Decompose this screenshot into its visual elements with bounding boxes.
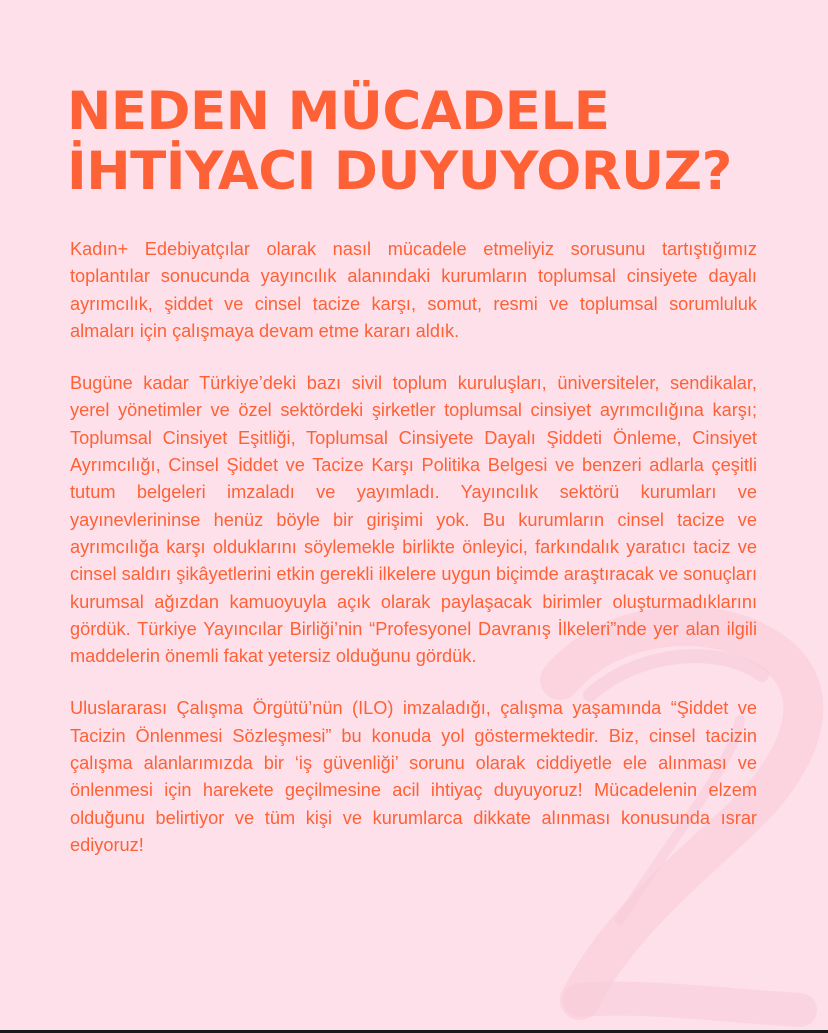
paragraph-intro: Kadın+ Edebiyatçılar olarak nasıl mücadele etmeliyiz sorusunu tartıştığımız toplantılar sonucunda yayıncılık alanındaki kurumların toplumsal cinsiyete dayalı ayrımcılık, şiddet ve cinsel tacize karşı, somut, resmi ve toplumsal sorumluluk almaları için çalışmaya devam etme kararı aldık. [70, 239, 757, 341]
paragraph-background: Bugüne kadar Türkiye’deki bazı sivil toplum kuruluşları, üniversiteler, sendikalar, yerel yönetimler ve özel sektördeki şirketler toplumsal cinsiyet ayrımcılığına karşı; Toplumsal Cinsiyet Eşitliği, Toplumsal Cinsiyete Dayalı Şiddeti Önleme, Cinsiyet Ayrımcılığı, Cinsel Şiddet ve Tacize Karşı Politika Belgesi ve benzeri adlarla çeşitli tutum belgeleri imzaladı ve yayımladı. Yayıncılık sektörü kurumları ve yayınevlerininse henüz böyle bir girişimi yok. Bu kurumların cinsel tacize ve ayrımcılığa karşı olduklarını söylemekle birlikte önleyici, farkındalık yaratıcı taciz ve cinsel saldırı şikâyetlerini etkin gerekli ilkelere uygun biçimde araştıracak ve sonuçları kurumsal ağızdan kamuoyuyla açık olarak paylaşacak birimler oluşturmadıklarını gördük. Türkiye Yayıncılar Birliği’nin “Profesyonel Davranış İlkeleri”nde yer alan ilgili maddelerin önemli fakat yetersiz olduğunu gördük. [70, 373, 757, 667]
article-body [70, 236, 757, 884]
title-line-1: NEDEN MÜCADELE [67, 81, 610, 142]
page-title [67, 82, 732, 202]
paragraph-ilo: Uluslararası Çalışma Örgütü’nün (ILO) imzaladığı, çalışma yaşamında “Şiddet ve Tacizin Önlenmesi Sözleşmesi” bu konuda yol göstermektedir. Biz, cinsel tacizin çalışma alanlarımızda bir ‘iş güvenliği’ sorunu olarak ciddiyetle ele alınması ve önlenmesi için harekete geçilmesine acil ihtiyaç duyuyoruz! Mücadelenin elzem olduğunu belirtiyor ve tüm kişi ve kurumlarca dikkate alınması konusunda ısrar ediyoruz! [70, 698, 757, 855]
title-line-2: İHTİYACI DUYUYORUZ? [67, 141, 732, 202]
